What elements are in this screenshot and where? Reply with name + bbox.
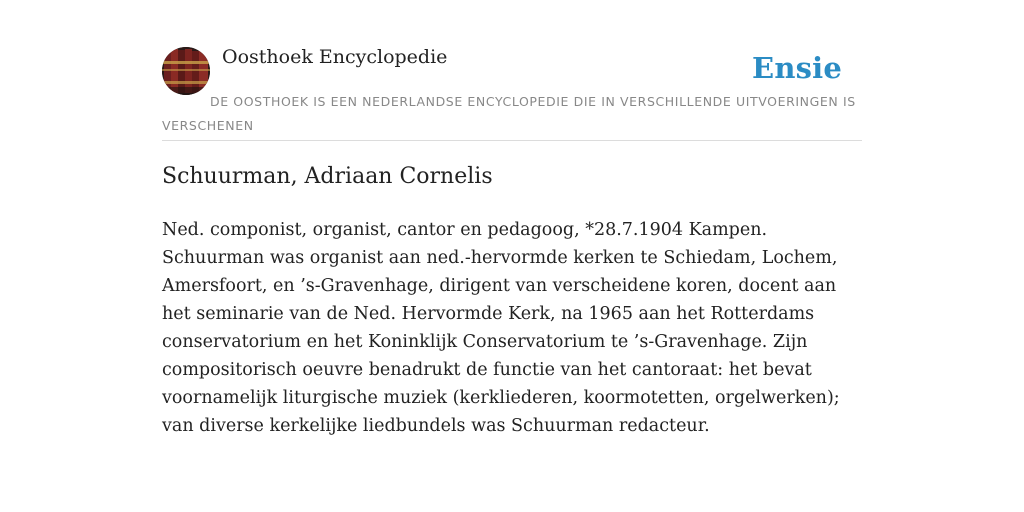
brand-logo[interactable]: Ensie: [752, 51, 842, 85]
site-title[interactable]: Oosthoek Encyclopedie: [222, 46, 448, 68]
encyclopedia-books-icon[interactable]: [162, 47, 210, 95]
page: [162, 0, 862, 436]
article-title: Schuurman, Adriaan Cornelis: [162, 164, 493, 189]
article-body: Ned. componist, organist, cantor en pedagoog, *28.7.1904 Kampen. Schuurman was organist aan ned.-hervormde kerken te Schiedam, Lochem, Amersfoort, en ’s-Gravenhage, dirigent van verscheidene koren, docent aan het seminarie van de Ned. Hervormde Kerk, na 1965 aan het Rotterdams conservatorium en het Koninklijk Conservatorium te ’s-Gravenhage. Zijn compositorisch oeuvre benadrukt de functie van het cantoraat: het bevat voornamelijk liturgische muziek (kerkliederen, koormotetten, orgelwerken); van diverse kerkelijke liedbundels was Schuurman redacteur.: [162, 220, 840, 436]
site-tagline: DE OOSTHOEK IS EEN NEDERLANDSE ENCYCLOPEDIE DIE IN VERSCHILLENDE UITVOERINGEN IS VERSCHENEN: [162, 94, 856, 133]
site-header: [162, 0, 862, 141]
